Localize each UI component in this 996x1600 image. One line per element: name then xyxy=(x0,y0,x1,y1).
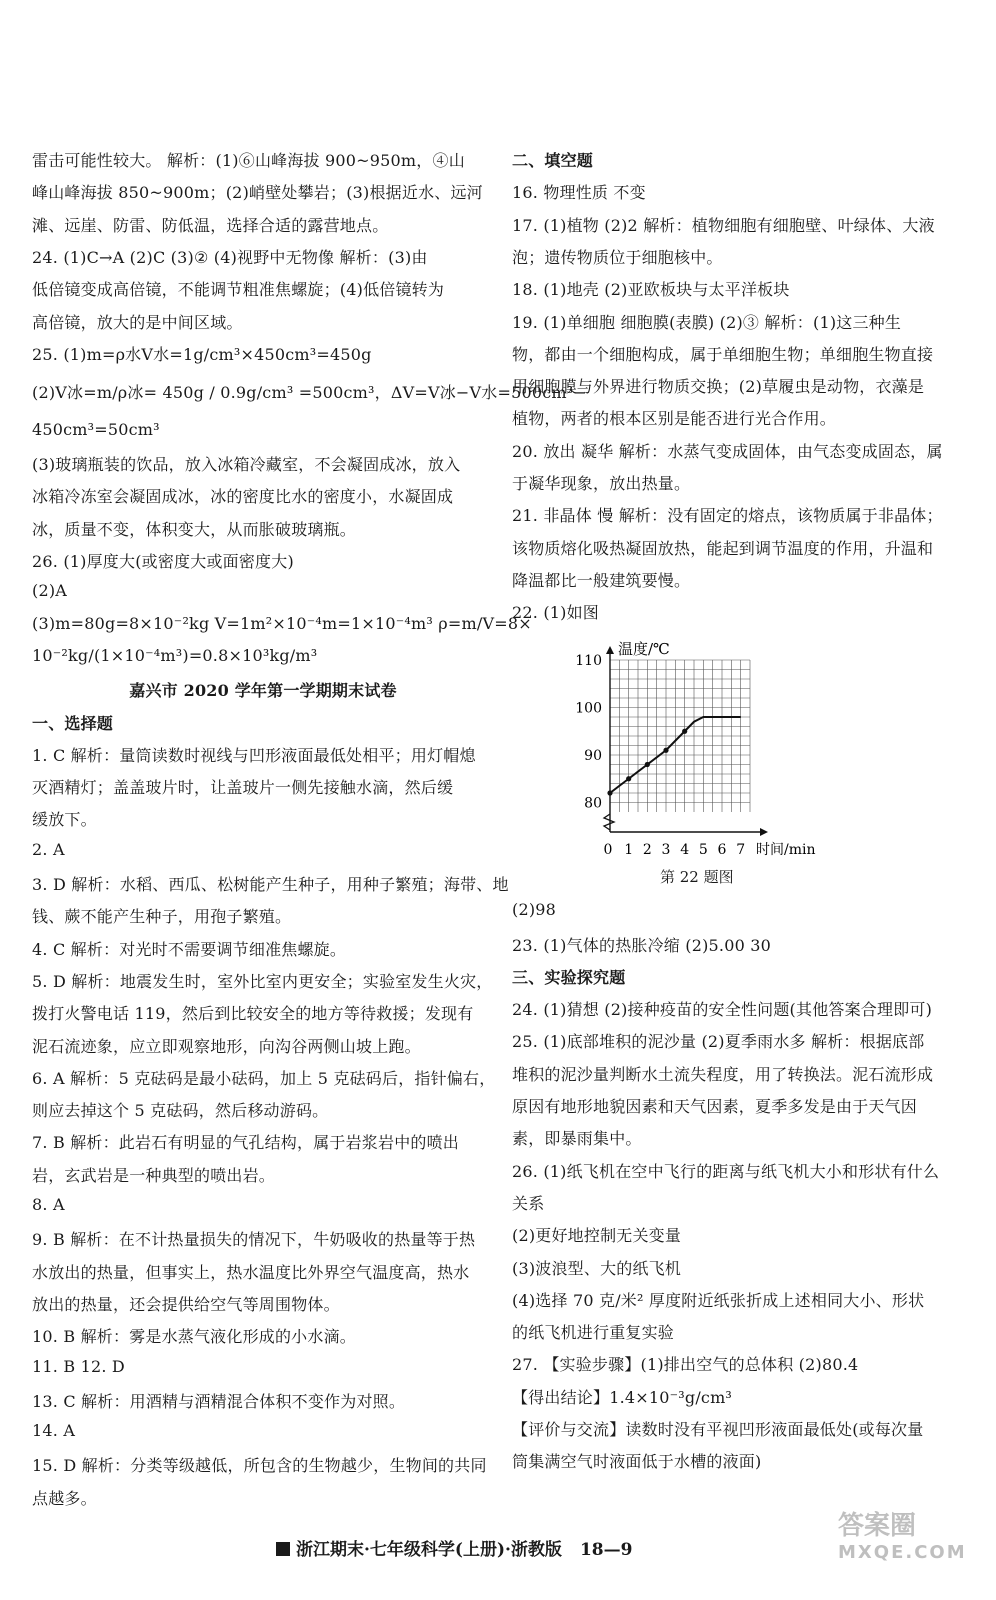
right-lines-25: (2)更好地控制无关变量 xyxy=(512,1226,682,1246)
right-lines-30: 【得出结论】1.4×10⁻³g/cm³ xyxy=(512,1387,733,1407)
x-tick-label: 4 xyxy=(680,842,690,858)
left-lines-17: 一、选择题 xyxy=(32,713,114,733)
chart-svg xyxy=(560,640,860,870)
left-lines-28: 6. A 解析：5 克砝码是最小砝码，加上 5 克砝码后，指针偏右， xyxy=(32,1068,496,1088)
right-lines-0: 二、填空题 xyxy=(512,151,594,170)
left-lines-8: 450cm³=50cm³ xyxy=(32,419,160,439)
data-point xyxy=(682,729,687,734)
watermark-sub: MXQE.COM xyxy=(838,1542,967,1563)
watermark-logo xyxy=(838,1505,967,1563)
left-lines-23: 钱、蕨不能产生种子，用孢子繁殖。 xyxy=(32,907,292,927)
left-lines-0: 雷击可能性较大。 解析：(1)⑥山峰海拔 900~950m，④山 xyxy=(32,151,465,170)
right-lines-5: 19. (1)单细胞 细胞膜(表膜) (2)③ 解析：(1)这三种生 xyxy=(512,312,902,332)
left-lines-32: 8. A xyxy=(32,1195,65,1214)
left-lines-20: 缓放下。 xyxy=(32,810,97,830)
left-lines-30: 7. B 解析：此岩石有明显的气孔结构，属于岩浆岩中的喷出 xyxy=(32,1133,459,1153)
y-axis-arrow xyxy=(606,646,614,654)
left-lines-22: 3. D 解析：水稻、西瓜、松树能产生种子，用种子繁殖；海带、地 xyxy=(32,875,509,894)
left-lines-33: 9. B 解析：在不计热量损失的情况下，牛奶吸收的热量等于热 xyxy=(32,1230,476,1250)
left-lines-6: 25. (1)m=ρ水V水=1g/cm³×450cm³=450g xyxy=(32,344,372,364)
left-lines-19: 灭酒精灯；盖盖玻片时，让盖玻片一侧先接触水滴，然后缓 xyxy=(32,778,454,798)
right-lines-12: 该物质熔化吸热凝固放热，能起到调节温度的作用，升温和 xyxy=(512,538,934,558)
left-lines-2: 滩、远崖、防雷、防低温，选择合适的露营地点。 xyxy=(32,215,389,235)
temperature-chart xyxy=(560,640,860,890)
left-lines-36: 10. B 解析：雾是水蒸气液化形成的小水滴。 xyxy=(32,1327,356,1347)
right-lines-17: 三、实验探究题 xyxy=(512,967,626,987)
left-lines-4: 低倍镜变成高倍镜，不能调节粗准焦螺旋；(4)低倍镜转为 xyxy=(32,280,445,300)
footer-square-icon xyxy=(276,1542,290,1556)
right-lines-10: 于凝华现象，放出热量。 xyxy=(512,474,691,493)
data-point xyxy=(626,776,631,781)
right-lines-26: (3)波浪型、大的纸飞机 xyxy=(512,1258,682,1278)
right-lines-20: 堆积的泥沙量判断水土流失程度，用了转换法。泥石流形成 xyxy=(512,1064,934,1084)
y-tick-label: 90 xyxy=(584,748,602,764)
x-tick-label: 7 xyxy=(736,842,746,858)
y-axis-label: 温度/℃ xyxy=(618,640,670,658)
right-lines-29: 27. 【实验步骤】(1)排出空气的总体积 (2)80.4 xyxy=(512,1355,859,1375)
left-lines-11: 冰，质量不变，体积变大，从而胀破玻璃瓶。 xyxy=(32,519,357,539)
left-lines-27: 泥石流迹象，应立即观察地形，向沟谷两侧山坡上跑。 xyxy=(32,1036,421,1056)
right-lines-24: 关系 xyxy=(512,1193,545,1213)
right-lines-6: 物，都由一个细胞构成，属于单细胞生物；单细胞生物直接 xyxy=(512,344,934,364)
left-lines-38: 13. C 解析：用酒精与酒精混合体积不变作为对照。 xyxy=(32,1391,406,1411)
left-lines-34: 水放出的热量，但事实上，热水温度比外界空气温度高，热水 xyxy=(32,1262,470,1282)
page-number: 18—9 xyxy=(579,1540,633,1560)
right-lines-7: 用细胞膜与外界进行物质交换；(2)草履虫是动物，衣藻是 xyxy=(512,377,925,397)
left-lines-9: (3)玻璃瓶装的饮品，放入冰箱冷藏室，不会凝固成冰，放入 xyxy=(32,455,461,475)
left-lines-3: 24. (1)C→A (2)C (3)② (4)视野中无物像 解析：(3)由 xyxy=(32,247,428,267)
right-lines-16: 23. (1)气体的热胀冷缩 (2)5.00 30 xyxy=(512,935,772,955)
left-lines-5: 高倍镜，放大的是中间区域。 xyxy=(32,312,243,332)
left-lines-25: 5. D 解析：地震发生时，室外比室内更安全；实验室发生火灾， xyxy=(32,971,493,991)
left-lines-10: 冰箱冷冻室会凝固成冰，冰的密度比水的密度小，水凝固成 xyxy=(32,487,454,507)
data-point xyxy=(645,762,650,767)
right-lines-31: 【评价与交流】读数时没有平视凹形液面最低处(或每次量 xyxy=(512,1420,924,1439)
chart-caption: 第 22 题图 xyxy=(660,868,734,886)
left-lines-15: 10⁻²kg/(1×10⁻⁴m³)=0.8×10³kg/m³ xyxy=(32,645,318,665)
left-lines-18: 1. C 解析：量筒读数时视线与凹形液面最低处相平；用灯帽熄 xyxy=(32,745,476,765)
left-lines-26: 拨打火警电话 119，然后到比较安全的地方等待救援；发现有 xyxy=(32,1004,474,1024)
x-tick-label: 3 xyxy=(661,842,671,858)
left-lines-31: 岩，玄武岩是一种典型的喷出岩。 xyxy=(32,1165,276,1185)
left-lines-14: (3)m=80g=8×10⁻²kg V=1m²×10⁻⁴m=1×10⁻⁴m³ ρ=m/V=8× xyxy=(32,613,532,633)
left-lines-12: 26. (1)厚度大(或密度大或面密度大) xyxy=(32,552,294,571)
left-lines-39: 14. A xyxy=(32,1421,76,1441)
right-lines-9: 20. 放出 凝华 解析：水蒸气变成固体，由气态变成固态，属 xyxy=(512,441,943,461)
y-tick-label: 100 xyxy=(575,700,602,717)
left-lines-41: 点越多。 xyxy=(32,1488,97,1508)
right-lines-11: 21. 非晶体 慢 解析：没有固定的熔点，该物质属于非晶体； xyxy=(512,506,943,526)
right-lines-19: 25. (1)底部堆积的泥沙量 (2)夏季雨水多 解析：根据底部 xyxy=(512,1032,925,1052)
left-lines-29: 则应去掉这个 5 克砝码，然后移动游码。 xyxy=(32,1101,329,1121)
right-lines-21: 原因有地形地貌因素和天气因素，夏季多发是由于天气因 xyxy=(512,1097,918,1116)
data-point xyxy=(663,748,668,753)
left-lines-24: 4. C 解析：对光时不需要调节细准焦螺旋。 xyxy=(32,939,347,959)
right-lines-13: 降温都比一般建筑要慢。 xyxy=(512,570,691,590)
right-lines-14: 22. (1)如图 xyxy=(512,603,599,623)
x-axis-label: 时间/min xyxy=(756,842,816,858)
x-tick-label: 1 xyxy=(624,842,634,858)
right-lines-2: 17. (1)植物 (2)2 解析：植物细胞有细胞壁、叶绿体、大液 xyxy=(512,215,935,235)
x-tick-label: 5 xyxy=(698,842,708,858)
right-lines-32: 筒集满空气时液面低于水槽的液面) xyxy=(512,1452,762,1472)
right-lines-1: 16. 物理性质 不变 xyxy=(512,183,646,203)
left-lines-40: 15. D 解析：分类等级越低，所包含的生物越少，生物间的共同 xyxy=(32,1456,487,1476)
y-tick-label: 80 xyxy=(584,795,602,812)
right-lines-15: (2)98 xyxy=(512,900,557,920)
right-lines-18: 24. (1)猜想 (2)接种疫苗的安全性问题(其他答案合理即可) xyxy=(512,1000,933,1020)
right-lines-23: 26. (1)纸飞机在空中飞行的距离与纸飞机大小和形状有什么 xyxy=(512,1161,940,1181)
x-axis-arrow xyxy=(760,828,768,836)
data-point xyxy=(607,790,612,795)
left-lines-37: 11. B 12. D xyxy=(32,1356,125,1376)
x-tick-label: 0 xyxy=(603,842,613,858)
right-lines-22: 素，即暴雨集中。 xyxy=(512,1129,642,1149)
left-lines-13: (2)A xyxy=(32,581,68,601)
page-footer xyxy=(276,1535,632,1560)
left-lines-21: 2. A xyxy=(32,839,65,859)
left-lines-35: 放出的热量，还会提供给空气等周围物体。 xyxy=(32,1294,340,1314)
right-lines-4: 18. (1)地壳 (2)亚欧板块与太平洋板块 xyxy=(512,280,790,300)
footer-title: 浙江期末·七年级科学(上册)·浙教版 xyxy=(296,1540,562,1560)
right-lines-3: 泡；遗传物质位于细胞核中。 xyxy=(512,247,723,267)
x-tick-label: 2 xyxy=(642,842,652,858)
left-lines-16: 嘉兴市 2020 学年第一学期期末试卷 xyxy=(129,681,397,701)
watermark-main: 答案圈 xyxy=(838,1511,917,1541)
left-lines-1: 峰山峰海拔 850~900m；(2)峭壁处攀岩；(3)根据近水、远河 xyxy=(32,183,483,203)
right-lines-27: (4)选择 70 克/米² 厚度附近纸张折成上述相同大小、形状 xyxy=(512,1290,925,1310)
right-lines-28: 的纸飞机进行重复实验 xyxy=(512,1323,675,1343)
x-tick-label: 6 xyxy=(717,842,727,858)
axis-break xyxy=(604,814,614,830)
y-tick-label: 110 xyxy=(575,653,602,669)
left-lines-7: (2)V冰=m/ρ冰= 450g / 0.9g/cm³ =500cm³，ΔV=V冰−V水=500cm³− xyxy=(32,382,587,402)
right-lines-8: 植物，两者的根本区别是能否进行光合作用。 xyxy=(512,409,837,429)
